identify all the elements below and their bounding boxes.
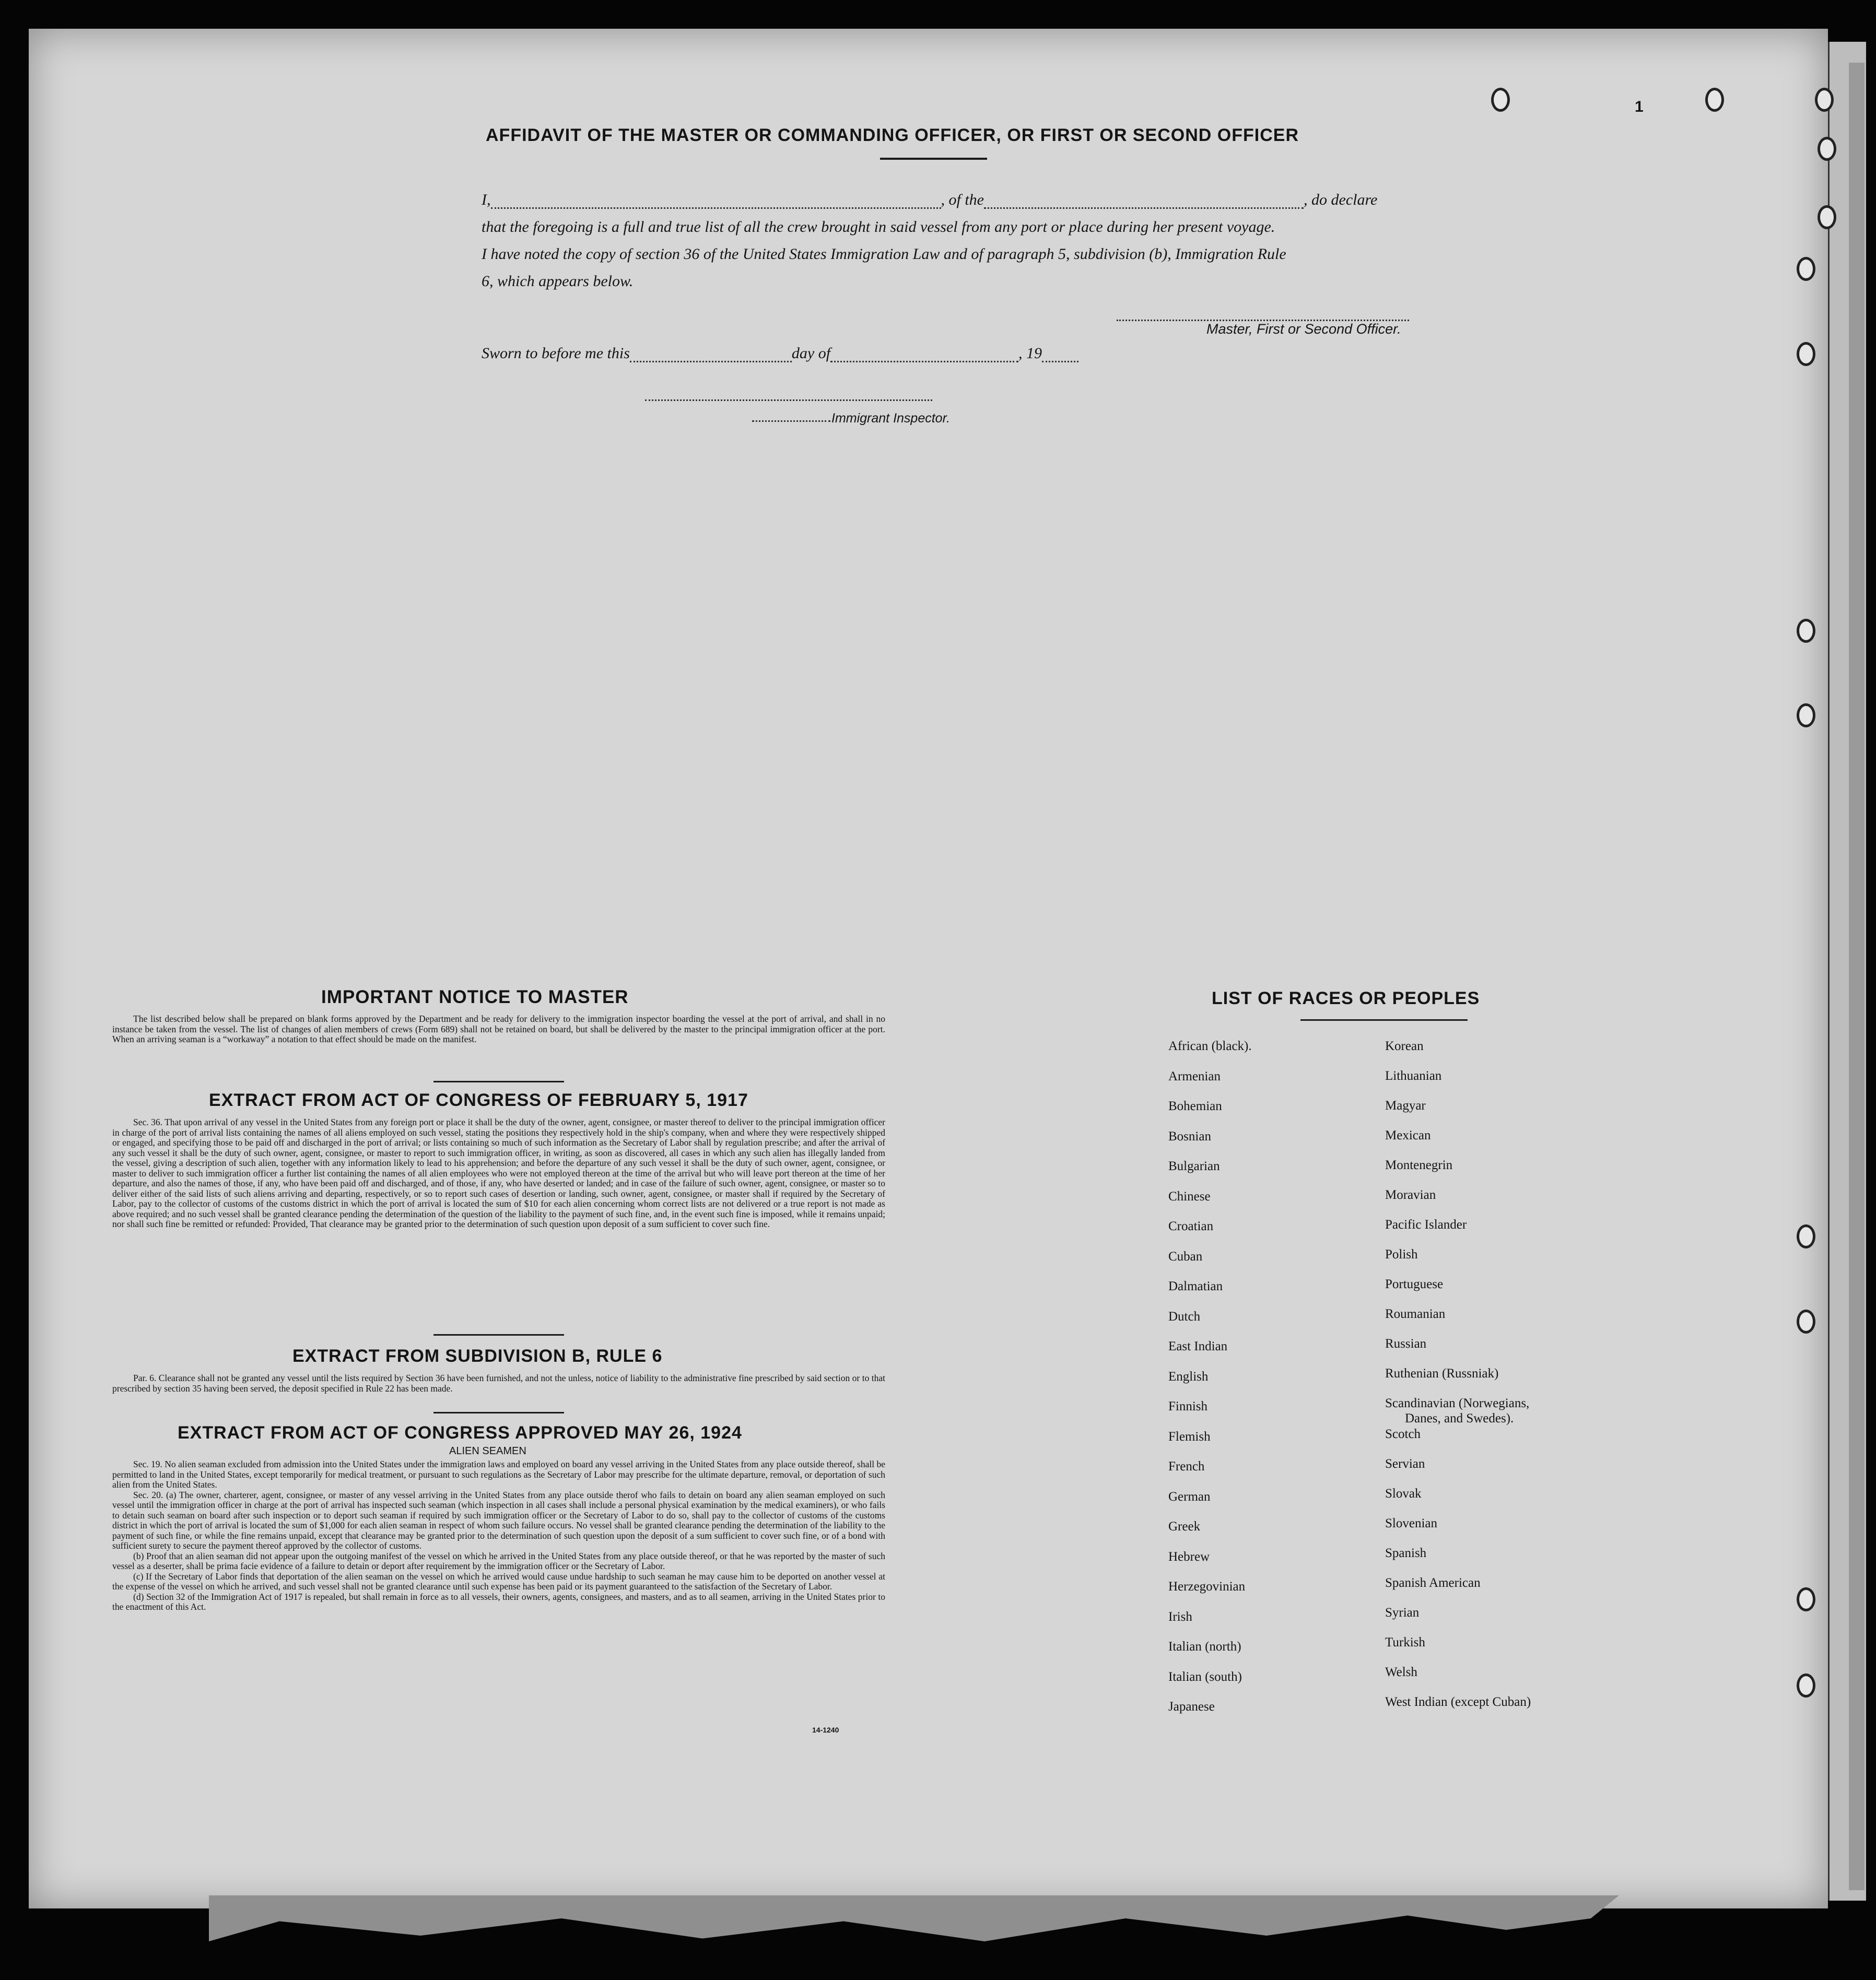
document-page xyxy=(29,29,1828,1908)
race-item: English xyxy=(1168,1369,1209,1384)
affidavit-line-1 xyxy=(482,191,1377,209)
races-title: LIST OF RACES OR PEOPLES xyxy=(1212,988,1480,1008)
affidavit-line-3: I have noted the copy of section 36 of the United States Immigration Law and of paragraph 5, subdivision (b), Immigration Rule xyxy=(482,245,1286,263)
race-item: Lithuanian xyxy=(1385,1069,1442,1083)
race-item: Syrian xyxy=(1385,1606,1420,1620)
race-item: Roumanian xyxy=(1385,1307,1446,1321)
extract-1924-subtitle: ALIEN SEAMEN xyxy=(449,1445,526,1457)
inspector-label: Immigrant Inspector. xyxy=(831,411,950,426)
race-item: Polish xyxy=(1385,1247,1418,1262)
race-item: Dutch xyxy=(1168,1309,1201,1324)
punch-hole-icon xyxy=(1815,88,1834,112)
section-rule xyxy=(433,1334,564,1336)
signature-label: Master, First or Second Officer. xyxy=(1206,321,1401,337)
extract-rule6-body: Par. 6. Clearance shall not be granted any vessel until the lists required by Section 36 have been furnished, and not the unless, notice of liability to the administrative fine prescribed by said section or to that prescribed by section 35 having been served, the deposit specified in Rule 22 has been made. xyxy=(112,1373,885,1394)
races-rule xyxy=(1300,1019,1468,1021)
punch-hole-icon xyxy=(1797,257,1815,281)
race-item: Servian xyxy=(1385,1457,1425,1471)
page-edge-shadow xyxy=(1849,63,1865,1890)
extract-1924-paragraph: (d) Section 32 of the Immigration Act of 1917 is repealed, but shall remain in force as to all vessels, their owners, agents, consignees, and masters, and as to all seamen, arriving in the United States prior to the enactment of this Act. xyxy=(112,1591,885,1612)
extract-1924-paragraph: (c) If the Secretary of Labor finds that deportation of the alien seaman on the vessel on which he arrived would cause undue hardship to such seaman he may cause him to be deported on another vessel at the expense of the vessel on which he arrived, and such vessel shall not be granted clearance until such expense has been paid or its payment guaranteed to the satisfaction of the Secretary of Labor. xyxy=(112,1571,885,1592)
punch-hole-icon xyxy=(1797,703,1815,727)
vessel-blank xyxy=(984,192,1304,209)
notice-body: The list described below shall be prepared on blank forms approved by the Department and be ready for delivery to the immigration inspector boarding the vessel at the port of arrival, and shall in no instance be taken from the vessel. The list of changes of alien members of crews (Form 689) shall not be retained on board, but shall be delivered by the master to the principal immigration officer at the port. When an arriving seaman is a “workaway” a notation to that effect should be made on the manifest. xyxy=(112,1013,885,1044)
name-blank xyxy=(491,192,941,209)
day-blank xyxy=(630,345,792,362)
extract-1924-title: EXTRACT FROM ACT OF CONGRESS APPROVED MAY 26, 1924 xyxy=(178,1423,742,1443)
race-item: Scandinavian (Norwegians, xyxy=(1385,1396,1530,1410)
race-item: Magyar xyxy=(1385,1099,1426,1113)
extract-1924-paragraph: Sec. 20. (a) The owner, charterer, agent, consignee, or master of any vessel arriving in the United States from any place outside therof who fails to detain on board any alien seaman employed on such vessel until the immigration officer in charge at the port of arrival has inspected such seaman (which inspection in all cases shall include a personal physical examination by the medical examiners), or who fails to detain such seaman on board after such inspection or to deport such seaman if required by such immigration officer or the Secretary of Labor to do so, shall pay to the collector of customs of the customs district in which the port of arrival is located the sum of $1,000 for each alien seaman in respect of whom such failure occurs. No vessel shall be granted clearance pending the determination of the liability to the payment of such fine, or while the fine remains unpaid, except that clearance may be granted prior to the determination of such question upon the deposit of a sum sufficient to cover such fine, or of a bond with sufficient surety to secure the payment thereof approved by the collector of customs. xyxy=(112,1489,885,1551)
race-item: Russian xyxy=(1385,1337,1427,1351)
race-item: German xyxy=(1168,1489,1211,1504)
race-item: Spanish American xyxy=(1385,1576,1481,1590)
section-rule xyxy=(433,1412,564,1413)
race-item: Greek xyxy=(1168,1519,1201,1534)
race-item: Italian (north) xyxy=(1168,1640,1241,1654)
race-item: Cuban xyxy=(1168,1249,1203,1264)
sworn-start: Sworn to before me this xyxy=(482,345,630,362)
sworn-year: , 19 xyxy=(1018,345,1042,362)
race-item: Bulgarian xyxy=(1168,1159,1220,1173)
punch-hole-icon xyxy=(1818,205,1836,229)
race-item: Korean xyxy=(1385,1039,1424,1053)
race-item: Bosnian xyxy=(1168,1129,1211,1144)
race-item: Armenian xyxy=(1168,1069,1221,1083)
form-number: 14-1240 xyxy=(812,1726,839,1734)
punch-hole-icon xyxy=(1797,342,1815,366)
sworn-day: day of xyxy=(791,345,831,362)
race-item: Herzegovinian xyxy=(1168,1580,1246,1594)
race-item: Japanese xyxy=(1168,1700,1215,1714)
year-blank xyxy=(1042,345,1078,362)
race-item: West Indian (except Cuban) xyxy=(1385,1695,1531,1709)
race-item: Ruthenian (Russniak) xyxy=(1385,1366,1499,1381)
extract-1917-body: Sec. 36. That upon arrival of any vessel in the United States from any foreign port or place it shall be the duty of the owner, agent, consignee, or master thereof to deliver to the principal immigration officer in charge of the port of arrival lists containing the names of all aliens employed on such vessel, stating the positions they respectively hold in the ship's company, when and where they were respectively shipped or engaged, and specifying those to be paid off and discharged in the port of arrival; or lists containing so much of such information as the Secretary of Labor shall by regulation prescribe; and after the arrival of any such vessel it shall be the duty of such owner, agent, consignee, or master to report to such immigration officer, in writing, as soon as discovered, all cases in which any such alien has illegally landed from the vessel, giving a description of such alien, together with any information likely to lead to his apprehension; and before the departure of any such vessel it shall be the duty of such owner, agent, consignee, or master to deliver to such immigration officer a further list containing the names of all alien employees who were not employed thereon at the time of the arrival but who will leave port thereon at the time of her departure, and also the names of those, if any, who have been paid off and discharged, and of those, if any, who have deserted or landed; and in case of the failure of such owner, agent, consignee, or master so to deliver either of the said lists of such aliens arriving and departing, respectively, or so to report such cases of desertion or landing, such owner, agent, consignee, or master shall if required by the Secretary of Labor, pay to the collector of customs of the customs district in which the port of arrival is located the sum of $10 for each alien concerning whom correct lists are not delivered or a true report is not made as above required; and no such vessel shall be granted clearance pending the determination of the question of the liability to the payment of such fine, and, in the event such fine is imposed, while it remains unpaid; nor shall such fine be remitted or refunded: Provided, That clearance may be granted prior to the determination of such question upon deposit of a sum sufficient to cover such fine. xyxy=(112,1117,885,1229)
affidavit-line1-mid: , of the xyxy=(941,191,984,208)
race-item: East Indian xyxy=(1168,1339,1228,1353)
punch-hole-icon xyxy=(1797,1587,1815,1611)
affidavit-line1-start: I, xyxy=(482,191,491,208)
affidavit-line1-end: , do declare xyxy=(1304,191,1378,208)
inspector-signature-line xyxy=(645,399,932,401)
extract-1924-paragraph: (b) Proof that an alien seaman did not appear upon the outgoing manifest of the vessel on which he arrived in the United States from any place outside thereof, or that he was reported by the master of such vessel as a deserter, shall be prima facie evidence of a failure to detain or deport after requirement by the immigration officer or the Secretary of Labor. xyxy=(112,1550,885,1571)
notice-title: IMPORTANT NOTICE TO MASTER xyxy=(321,987,629,1007)
race-item: Dalmatian xyxy=(1168,1279,1223,1293)
race-item: Hebrew xyxy=(1168,1549,1210,1564)
punch-hole-icon xyxy=(1797,1673,1815,1698)
race-item: Chinese xyxy=(1168,1189,1211,1204)
race-item: Slovak xyxy=(1385,1487,1422,1501)
sworn-line xyxy=(482,345,1078,362)
corner-mark: 1 xyxy=(1635,98,1644,115)
torn-bottom-edge xyxy=(209,1895,1619,1953)
inspector-dots xyxy=(752,420,830,422)
race-item: Pacific Islander xyxy=(1385,1218,1467,1232)
race-item: Mexican xyxy=(1385,1128,1431,1142)
affidavit-line-4: 6, which appears below. xyxy=(482,273,634,290)
race-item: Slovenian xyxy=(1385,1516,1437,1530)
punch-hole-icon xyxy=(1491,88,1510,112)
punch-hole-icon xyxy=(1797,1310,1815,1334)
race-item: Scotch xyxy=(1385,1427,1421,1441)
punch-hole-icon xyxy=(1797,619,1815,643)
race-item: Moravian xyxy=(1385,1188,1436,1202)
punch-hole-icon xyxy=(1818,137,1836,161)
race-item: Italian (south) xyxy=(1168,1669,1242,1684)
month-blank xyxy=(830,345,1018,362)
affidavit-line-2: that the foregoing is a full and true list of all the crew brought in said vessel from any port or place during her present voyage. xyxy=(482,218,1275,235)
punch-hole-icon xyxy=(1705,88,1724,112)
race-item: Danes, and Swedes). xyxy=(1405,1411,1514,1425)
affidavit-title: AFFIDAVIT OF THE MASTER OR COMMANDING OFFICER, OR FIRST OR SECOND OFFICER xyxy=(486,125,1299,145)
extract-1924-paragraph: Sec. 19. No alien seaman excluded from admission into the United States under the immigration laws and employed on board any vessel arriving in the United States from any place outside thereof, shall be permitted to land in the United States, except temporarily for medical treatment, or pursuant to such regulations as the Secretary of Labor may prescribe for the ultimate departure, removal, or deportation of such alien from the United States. xyxy=(112,1459,885,1490)
race-item: Finnish xyxy=(1168,1399,1208,1413)
race-item: French xyxy=(1168,1459,1205,1474)
race-item: Irish xyxy=(1168,1609,1192,1624)
race-item: Portuguese xyxy=(1385,1277,1444,1291)
section-rule xyxy=(433,1081,564,1082)
extract-rule6-title: EXTRACT FROM SUBDIVISION B, RULE 6 xyxy=(292,1346,663,1366)
extract-1917-title: EXTRACT FROM ACT OF CONGRESS OF FEBRUARY 5, 1917 xyxy=(209,1090,748,1110)
race-item: Bohemian xyxy=(1168,1099,1222,1113)
title-rule xyxy=(880,158,987,160)
race-item: Croatian xyxy=(1168,1219,1214,1233)
race-item: Flemish xyxy=(1168,1429,1211,1444)
punch-hole-icon xyxy=(1797,1224,1815,1248)
race-item: African (black). xyxy=(1168,1039,1252,1053)
extract-1924-body xyxy=(112,1459,885,1612)
race-item: Montenegrin xyxy=(1385,1158,1453,1172)
race-item: Welsh xyxy=(1385,1665,1417,1679)
race-item: Turkish xyxy=(1385,1635,1425,1649)
race-item: Spanish xyxy=(1385,1546,1427,1560)
